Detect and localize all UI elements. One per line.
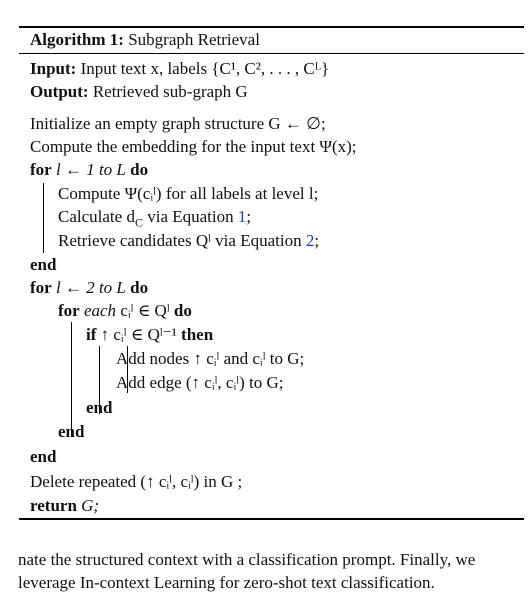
algo-line-end1: end (30, 255, 57, 274)
algorithm-top-rule (19, 26, 524, 28)
algo-line-retrieve: Retrieve candidates Qˡ via Equation 2; (58, 231, 320, 250)
equation-ref-1: 1 (237, 207, 247, 226)
paragraph-line: nate the structured context with a classification prompt. Finally, we (18, 550, 476, 569)
algo-line-return: return G; (30, 496, 100, 515)
algo-line-compute: Compute Ψ(cᵢˡ) for all labels at level l; (58, 184, 319, 203)
algorithm-output: Output: Retrieved sub-graph G (30, 82, 248, 101)
algorithm-input: Input: Input text x, labels {C¹, C², . . . , Cᴸ} (30, 59, 330, 78)
body-paragraph (18, 548, 528, 594)
paragraph-line: leverage In-context Learning for zero-shot text classification. (18, 573, 435, 592)
for2-scope-bar (71, 322, 72, 437)
algo-line-embed: Compute the embedding for the input text Ψ(x); (30, 137, 357, 156)
algo-line-if: if ↑ cᵢˡ ∈ Qˡ⁻¹ then (86, 325, 214, 344)
equation-ref-2: 2 (305, 231, 315, 250)
algorithm-bottom-rule (19, 518, 524, 520)
algo-line-add-nodes: Add nodes ↑ cᵢˡ and cᵢˡ to G; (116, 349, 305, 368)
algo-line-for2: for l ← 2 to L do (30, 278, 149, 297)
algo-line-init: Initialize an empty graph structure G ← ∅; (30, 114, 326, 133)
algo-line-end-if: end (86, 398, 113, 417)
algo-line-delete: Delete repeated (↑ cᵢˡ, cᵢˡ) in G ; (30, 472, 243, 491)
algorithm-header-rule (19, 53, 524, 54)
for1-scope-bar (43, 183, 44, 253)
algo-line-calc: Calculate $d_C$ via Equation 1; (58, 207, 252, 230)
algorithm-title: Algorithm 1: Subgraph Retrieval (30, 30, 260, 49)
algo-line-add-edge: Add edge (↑ cᵢˡ, cᵢˡ) to G; (116, 373, 284, 392)
algo-line-foreach: for each cᵢˡ ∈ Qˡ do (58, 301, 192, 320)
algo-line-end-foreach: end (58, 422, 85, 441)
algo-line-end2: end (30, 447, 57, 466)
algo-line-for1: for l ← 1 to L do (30, 160, 149, 179)
